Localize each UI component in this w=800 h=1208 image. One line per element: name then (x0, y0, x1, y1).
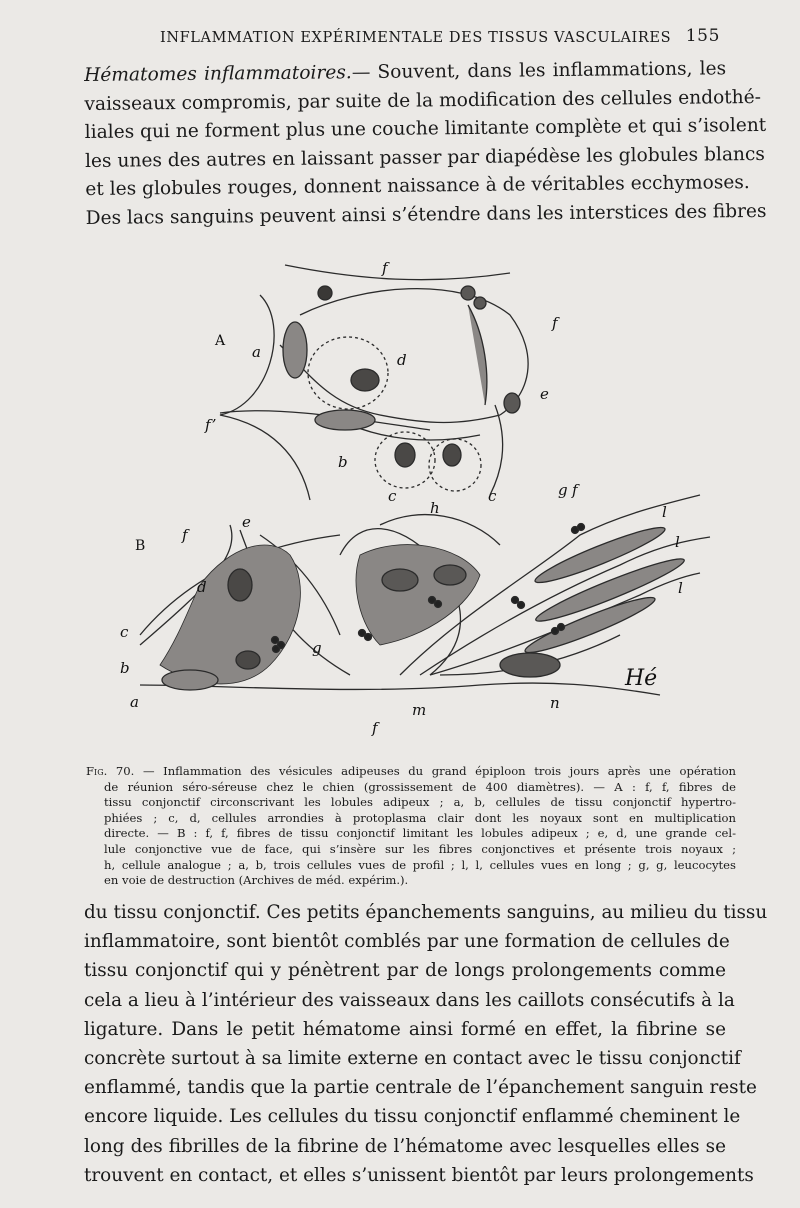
artist-monogram: Hé (625, 666, 658, 691)
section-heading: Hématomes inflammatoires. (84, 62, 352, 86)
cell-b (315, 410, 375, 430)
paragraph-line: cela a lieu à l’intérieur des vaisseaux dans les caillots consécutifs à la (84, 989, 735, 1011)
paragraph-line: du tissu conjonctif. Ces petits épanchements sanguins, au milieu du tissu (84, 902, 768, 923)
nucleus (500, 653, 560, 677)
figure-label: l (675, 533, 680, 551)
figure-label: g (312, 639, 322, 657)
figure-label: a (130, 693, 139, 711)
nucleus (236, 651, 260, 669)
paragraph-line: tissu conjonctif qui y pénètrent par de longs prolongements comme (84, 960, 726, 982)
figure-panel-b (140, 495, 710, 695)
paragraph-line: long des fibrilles de la fibrine de l’hématome avec lesquelles elles se (84, 1135, 726, 1157)
leucocyte (435, 601, 442, 608)
cell-e (468, 305, 487, 405)
fibre (380, 515, 500, 545)
paragraph-line: concrète surtout à sa limite externe en contact avec le tissu conjonctif (84, 1047, 741, 1069)
caption-line: directe. — B : f, f, fibres de tissu conjonctif limitant les lobules adipeux ; e, d, une grande cel- (104, 826, 736, 841)
paragraph-line: encore liquide. Les cellules du tissu conjonctif enflammé cheminent le (84, 1106, 741, 1128)
caption-line: phiées ; c, d, cellules arrondies à protoplasma clair dont les noyaux sont en multiplication (104, 810, 736, 825)
figure-label: l (662, 503, 667, 521)
figure-label: d (197, 578, 207, 596)
nucleus (395, 443, 415, 467)
figure-label: e (242, 513, 251, 531)
paragraph-line: Des lacs sanguins peuvent ainsi s’étendre dans les interstices des fibres (85, 200, 767, 229)
paragraph-line: les unes des autres en laissant passer par diapédèse les globules blancs (84, 143, 766, 172)
figure-label: d (397, 351, 407, 369)
caption-line: en voie de destruction (Archives de méd. expérim.). (104, 873, 409, 888)
nucleus (434, 565, 466, 585)
paragraph-line: et les globules rouges, donnent naissance à de véritables ecchymoses. (85, 172, 750, 201)
figure-label: m (412, 701, 427, 719)
figure-label: g (558, 481, 568, 499)
paragraph-line: ligature. Dans le petit hématome ainsi formé en effet, la fibrine se (84, 1018, 726, 1040)
nucleus (443, 444, 461, 466)
paragraph-line: enflammé, tandis que la partie centrale de l’épanchement sanguin reste (84, 1077, 757, 1099)
cell-h (356, 545, 480, 645)
figure-label: f (372, 719, 378, 737)
profile-cell (162, 670, 218, 690)
histology-figure (100, 255, 740, 760)
fibre (140, 683, 660, 695)
fibre (285, 265, 510, 280)
figure-label: c (388, 487, 397, 505)
figure-label: f (552, 314, 558, 332)
panel-label-b: B (135, 538, 146, 554)
leucocyte (272, 637, 279, 644)
figure-caption (86, 764, 736, 889)
figure-label: f (572, 481, 578, 499)
caption-line: tissu conjonctif circonscrivant les lobules adipeux ; a, b, cellules de tissu conjonctif hypertro- (104, 795, 736, 810)
running-header (160, 26, 720, 52)
leucocyte (558, 624, 565, 631)
large-stellate-cell (160, 545, 300, 684)
paragraph-line: inflammatoire, sont bientôt comblés par une formation de cellules de (84, 931, 730, 953)
figure-label: b (338, 453, 348, 471)
figure-label: c (488, 487, 497, 505)
hypertrophied-cell-a (283, 322, 307, 378)
leucocyte (512, 597, 519, 604)
figure-panel-a (220, 265, 528, 500)
caption-line: Fig. 70. — Inflammation des vésicules adipeuses du grand épiploon trois jours après une opération (86, 764, 737, 778)
paragraph-line: Hématomes inflammatoires.— Souvent, dans les inflammations, les (84, 58, 727, 86)
figure-label: f (182, 526, 188, 544)
figure-label: f’ (205, 416, 217, 434)
figure-label: f (382, 259, 388, 277)
fibre (490, 405, 503, 495)
caption-line: de réunion séro-séreuse chez le chien (grossissement de 400 diamètres). — A : f, f, fibres de (104, 779, 736, 794)
page-number: 155 (685, 26, 720, 46)
figure-label: b (120, 659, 130, 677)
running-title: INFLAMMATION EXPÉRIMENTALE DES TISSUS VASCULAIRES (160, 30, 672, 46)
leucocyte (365, 634, 372, 641)
figure-label: h (430, 499, 440, 517)
paragraph-line: vaisseaux compromis, par suite de la modification des cellules endothé- (84, 86, 762, 115)
figure-label: e (540, 385, 549, 403)
nucleus (474, 297, 486, 309)
nucleus (382, 569, 418, 591)
nucleus (318, 286, 332, 300)
paragraph-top (84, 55, 767, 233)
paragraph-bottom (84, 898, 768, 1190)
nucleus (461, 286, 475, 300)
figure-label: l (678, 579, 683, 597)
nucleus (504, 393, 520, 413)
figure-label: n (550, 694, 560, 712)
leucocyte (273, 646, 280, 653)
leucocyte (578, 524, 585, 531)
nucleus (228, 569, 252, 601)
fibre (280, 345, 500, 423)
figure-label: a (252, 343, 261, 361)
paragraph-line: trouvent en contact, et elles s’unissent bientôt par leurs prolongements (84, 1164, 754, 1186)
caption-line: lule conjonctive vue de face, qui s’insère sur les fibres conjonctives et présente trois noyaux ; (104, 841, 736, 856)
figure-label: c (120, 623, 129, 641)
leucocyte (518, 602, 525, 609)
panel-label-a: A (215, 333, 226, 349)
caption-line: h, cellule analogue ; a, b, trois cellules vues de profil ; l, l, cellules vues en long ; g, g, leucocytes (104, 857, 736, 872)
paragraph-line: liales qui ne forment plus une couche limitante complète et qui s’isolent (84, 115, 767, 144)
nucleus (351, 369, 379, 391)
figure-number: Fig. 70. (86, 764, 135, 778)
